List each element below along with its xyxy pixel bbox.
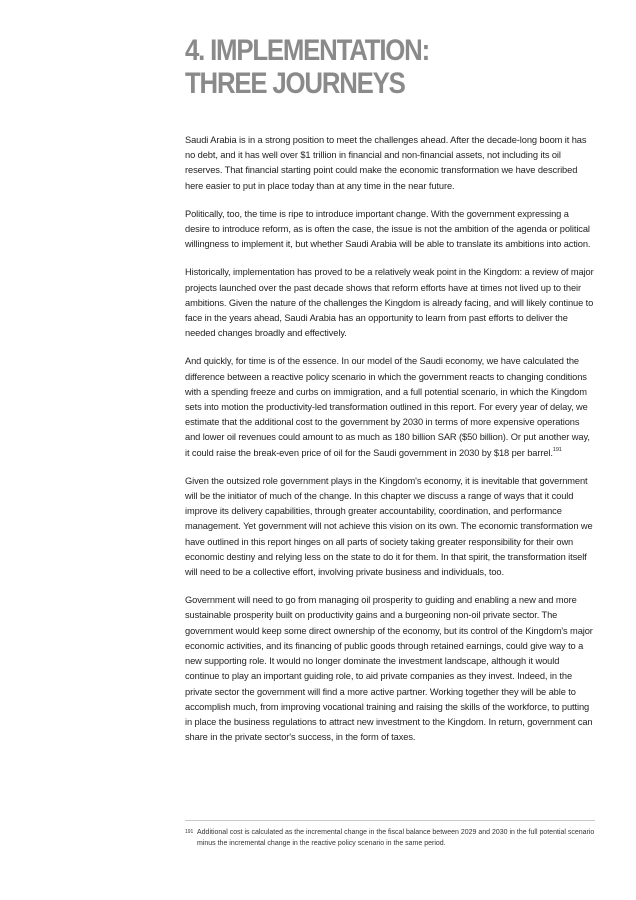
footnote-divider	[185, 820, 595, 821]
body-text	[185, 133, 595, 758]
chapter-heading	[185, 34, 546, 100]
footnote	[185, 828, 595, 849]
paragraph-5: Given the outsized role government plays in the Kingdom's economy, it is inevitable that government will be the initiator of much of the change. In this chapter we discuss a range of ways that it could improve its delivery capabilities, through greater accountability, coordination, and performance management. Yet government will not achieve this vision on its own. The economic transformation we have outlined in this report hinges on all parts of society taking greater responsibility for their own economic destiny and relying less on the state to do it for them. In that spirit, the transformation itself will need to be a collective effort, involving private business and individuals, too.	[185, 475, 593, 578]
chapter-heading-line-2: THREE JOURNEYS	[185, 67, 405, 100]
paragraph-3: Historically, implementation has proved to be a relatively weak point in the Kingdom: a review of major projects launched over the past decade shows that reform efforts have at times not lived up to their ambitions. Given the nature of the challenges the Kingdom is already facing, and will likely continue to face in the years ahead, Saudi Arabia has an opportunity to learn from past efforts to deliver the needed changes broadly and effectively.	[185, 267, 594, 339]
footnote-reference[interactable]: 191	[552, 446, 562, 453]
paragraph-4-text: And quickly, for time is of the essence. In our model of the Saudi economy, we have calculated the difference between a reactive policy scenario in which the government reacts to changing conditions with a spending freeze and curbs on immigration, and a full potential scenario, in which the Kingdom sets into motion the productivity-led transformation outlined in this report. For every year of delay, we estimate that the additional cost to the government by 2030 in terms of more expensive operations and lower oil revenues could amount to as much as 180 billion SAR ($50 billion). Or put another way, it could raise the break-even price of oil for the Saudi government in 2030 by $18 per barrel.	[185, 356, 590, 458]
footnote-marker: 191	[185, 829, 194, 835]
paragraph-1: Saudi Arabia is in a strong position to meet the challenges ahead. After the decade-long boom it has no debt, and it has well over $1 trillion in financial and non-financial assets, not including its oil reserves. That financial starting point could make the economic transformation we have described here easier to put in place today than at any time in the near future.	[185, 135, 587, 191]
paragraph-6: Government will need to go from managing oil prosperity to guiding and enabling a new and more sustainable prosperity built on productivity gains and a burgeoning non-oil private sector. The government would keep some direct ownership of the economy, but its control of the Kingdom's major economic activities, and its financing of public goods through retained earnings, could give way to a new supporting role. It would no longer dominate the investment landscape, although it would continue to play an important guiding role, to aid private companies as they invest. Indeed, in the private sector the government will find a more active partner. Working together they will be able to accomplish much, from improving vocational training and raising the skills of the workforce, to putting in place the business regulations to attract new investment to the Kingdom. In return, government can share in the private sector's success, in the form of taxes.	[185, 595, 593, 743]
footnote-text: Additional cost is calculated as the incremental change in the fiscal balance between 2029 and 2030 in the full potential scenario minus the incremental change in the reactive policy scenario in the same period.	[197, 829, 595, 847]
paragraph-2: Politically, too, the time is ripe to introduce important change. With the government expressing a desire to introduce reform, as is often the case, the issue is not the ambition of the agenda or political willingness to implement it, but whether Saudi Arabia will be able to translate its ambitions into action.	[185, 208, 591, 250]
paragraph-4	[185, 354, 595, 460]
chapter-heading-line-1: 4. IMPLEMENTATION:	[185, 34, 429, 67]
